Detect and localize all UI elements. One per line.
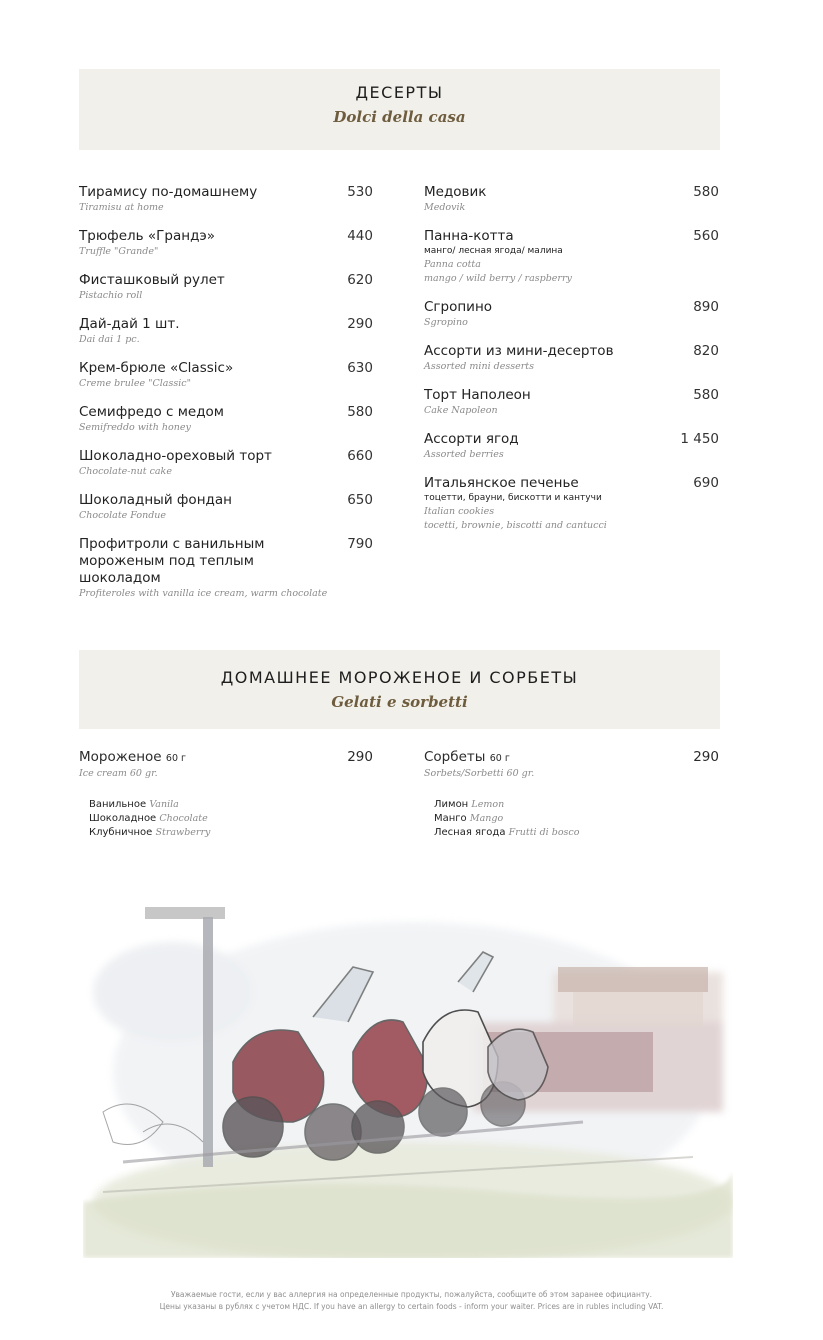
- desserts-title: ДЕСЕРТЫ: [355, 83, 444, 102]
- item-description: тоцетти, брауни, бискотти и кантучи: [424, 493, 602, 503]
- menu-item: [79, 492, 373, 523]
- item-price: 580: [347, 404, 373, 420]
- item-translation: Creme brulee "Classic": [79, 378, 191, 389]
- item-translation: Truffle "Grande": [79, 246, 159, 257]
- flavor-ru: Клубничное: [89, 827, 153, 838]
- item-name: Медовик: [424, 184, 487, 200]
- item-name: Ассорти ягод: [424, 431, 519, 447]
- menu-item: [424, 184, 719, 215]
- sorbet-grams: 60 г: [489, 753, 510, 764]
- flavor-item: [89, 798, 373, 812]
- menu-item: [79, 404, 373, 435]
- item-translation: Dai dai 1 pc.: [79, 334, 140, 345]
- flavor-it: Strawberry: [155, 827, 211, 838]
- item-price: 790: [347, 536, 373, 552]
- gelato-subtitle: Gelati e sorbetti: [331, 693, 468, 711]
- icecream-block: [79, 749, 373, 840]
- item-translation: Chocolate-nut cake: [79, 466, 172, 477]
- gelato-header: [79, 650, 720, 729]
- menu-item: [424, 475, 719, 533]
- item-description: манго/ лесная ягода/ малина: [424, 246, 563, 256]
- item-name: Семифредо с медом: [79, 404, 224, 420]
- flavor-ru: Манго: [434, 813, 467, 824]
- item-name: Ассорти из мини-десертов: [424, 343, 614, 359]
- flavor-item: [89, 826, 373, 840]
- item-name: Сгропино: [424, 299, 493, 315]
- menu-item: [424, 431, 719, 462]
- desserts-header: [79, 69, 720, 150]
- flavor-it: Mango: [469, 813, 504, 824]
- desserts-subtitle: Dolci della casa: [333, 108, 466, 126]
- item-translation: Medovik: [424, 202, 466, 213]
- footer-allergy-note: Уважаемые гости, если у вас аллергия на определенные продукты, пожалуйста, сообщите об этом заранее официанту.: [170, 1290, 653, 1299]
- item-price: 290: [347, 749, 373, 765]
- sorbet-name: Сорбеты: [424, 749, 486, 765]
- item-price: 580: [693, 184, 719, 200]
- item-translation: Tiramisu at home: [79, 202, 164, 213]
- desserts-left-column: [79, 184, 373, 614]
- item-price: 630: [347, 360, 373, 376]
- icecream-grams: 60 г: [165, 753, 187, 764]
- item-name: Шоколадно-ореховый торт: [79, 448, 272, 464]
- item-translation: Assorted berries: [424, 449, 504, 460]
- desserts-right-column: [424, 184, 719, 546]
- item-translation: Profiteroles with vanilla ice cream, warm chocolate: [79, 588, 328, 599]
- item-translation: Assorted mini desserts: [424, 361, 534, 372]
- flavor-it: Frutti di bosco: [508, 827, 580, 838]
- item-price: 440: [347, 228, 373, 244]
- menu-item: [79, 184, 373, 215]
- flavor-item: [89, 812, 373, 826]
- flavor-it: Chocolate: [159, 813, 208, 824]
- item-price: 660: [347, 448, 373, 464]
- item-price: 890: [693, 299, 719, 315]
- item-name: Панна-котта: [424, 228, 514, 244]
- item-name: Дай-дай 1 шт.: [79, 316, 180, 332]
- item-price: 650: [347, 492, 373, 508]
- item-name: [79, 749, 373, 767]
- flavor-ru: Лесная ягода: [434, 827, 506, 838]
- item-name: Торт Наполеон: [424, 387, 531, 403]
- menu-item: [79, 448, 373, 479]
- item-price: 580: [693, 387, 719, 403]
- menu-item: [424, 387, 719, 418]
- item-translation-detail: mango / wild berry / raspberry: [424, 273, 572, 284]
- item-name: Профитроли с ванильным мороженым под теплым шоколадом: [79, 536, 265, 586]
- flavor-item: [434, 826, 719, 840]
- item-translation: Chocolate Fondue: [79, 510, 167, 521]
- item-price: 690: [693, 475, 719, 491]
- item-price: 1 450: [680, 431, 719, 447]
- item-translation: Panna cotta: [424, 259, 481, 270]
- flavor-list: [79, 798, 373, 840]
- icecream-name: Мороженое: [79, 749, 162, 765]
- gelato-title: ДОМАШНЕЕ МОРОЖЕНОЕ И СОРБЕТЫ: [220, 668, 579, 687]
- menu-item: [79, 228, 373, 259]
- item-name: Трюфель «Грандэ»: [79, 228, 216, 244]
- item-name: [424, 749, 719, 767]
- flavor-list: [424, 798, 719, 840]
- item-price: 560: [693, 228, 719, 244]
- item-name: Итальянское печенье: [424, 475, 579, 491]
- item-translation: Pistachio roll: [79, 290, 143, 301]
- flavor-ru: Ванильное: [89, 799, 147, 810]
- item-translation: Sgropino: [424, 317, 468, 328]
- watercolor-scooters-illustration: [83, 872, 733, 1258]
- item-name: Крем-брюле «Classic»: [79, 360, 234, 376]
- item-translation: Ice cream 60 gr.: [79, 768, 158, 779]
- item-translation: Sorbets/Sorbetti 60 gr.: [424, 768, 535, 779]
- menu-item: [79, 360, 373, 391]
- flavor-ru: Лимон: [434, 799, 469, 810]
- menu-item: [79, 316, 373, 347]
- item-translation: Semifreddo with honey: [79, 422, 191, 433]
- flavor-it: Vanila: [149, 799, 179, 810]
- item-translation-detail: tocetti, brownie, biscotti and cantucci: [424, 520, 607, 531]
- footer-price-note: Цены указаны в рублях с учетом НДС. If you have an allergy to certain foods - inform your waiter. Prices are in rubles including VAT.: [159, 1302, 664, 1311]
- menu-item: [424, 343, 719, 374]
- flavor-item: [434, 798, 719, 812]
- menu-item: [424, 228, 719, 286]
- item-translation: Cake Napoleon: [424, 405, 498, 416]
- item-price: 530: [347, 184, 373, 200]
- menu-item: [424, 299, 719, 330]
- item-price: 290: [693, 749, 719, 765]
- flavor-it: Lemon: [471, 799, 505, 810]
- menu-item: [79, 536, 373, 601]
- flavor-ru: Шоколадное: [89, 813, 157, 824]
- item-price: 820: [693, 343, 719, 359]
- menu-item: [79, 272, 373, 303]
- sorbet-block: [424, 749, 719, 840]
- item-translation: Italian cookies: [424, 506, 495, 517]
- item-name: Шоколадный фондан: [79, 492, 232, 508]
- item-price: 290: [347, 316, 373, 332]
- item-price: 620: [347, 272, 373, 288]
- item-name: Фисташковый рулет: [79, 272, 225, 288]
- flavor-item: [434, 812, 719, 826]
- item-name: Тирамису по-домашнему: [79, 184, 258, 200]
